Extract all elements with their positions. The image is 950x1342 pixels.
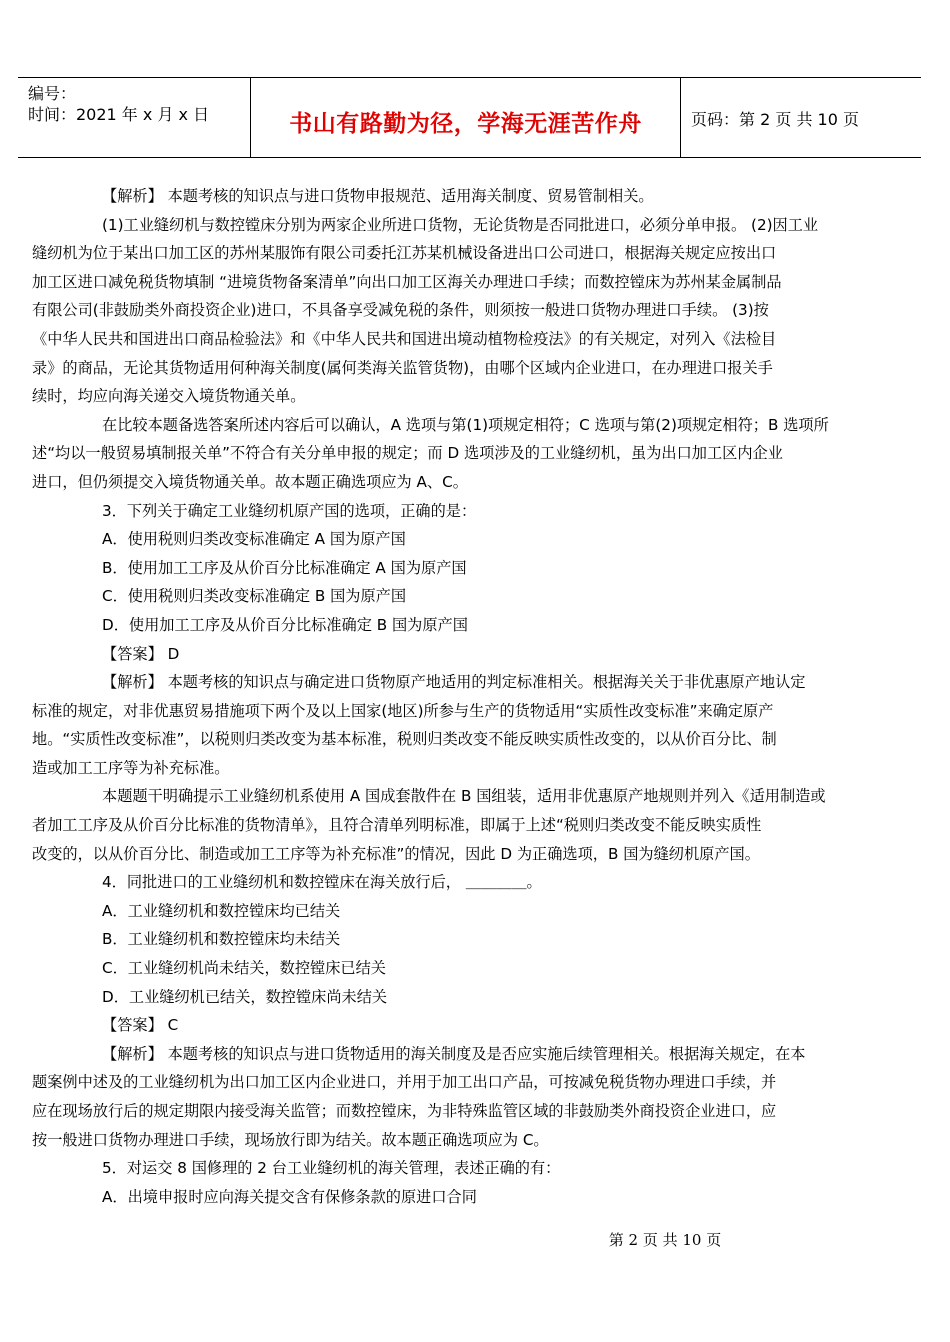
text-line: B．工业缝纫机和数控镗床均未结关: [102, 930, 341, 949]
text-line: (1)工业缝纫机与数控镗床分别为两家企业所进口货物，无论货物是否同批进口，必须分单申报。 (2)因工业: [102, 215, 819, 234]
text-line: 《中华人民共和国进出口商品检验法》和《中华人民共和国进出境动植物检疫法》的有关规定，对列入《法检目: [32, 329, 777, 348]
text-line: 3．下列关于确定工业缝纫机原产国的选项，正确的是：: [102, 501, 477, 520]
header-page-cell: [681, 78, 921, 157]
page-footer: 第 2 页 共 10 页: [608, 1231, 722, 1249]
text-line: D．使用加工工序及从价百分比标准确定 B 国为原产国: [102, 615, 468, 634]
text-line: 有限公司(非鼓励类外商投资企业)进口，不具备享受减免税的条件，则须按一般进口货物办理进口手续。 (3)按: [32, 301, 769, 320]
header-meta-cell: [18, 78, 251, 157]
text-line: 者加工工序及从价百分比标准的货物清单》，且符合清单列明标准，即属于上述“税则归类改变不能反映实质性: [32, 816, 762, 835]
text-line: 按一般进口货物办理进口手续，现场放行即为结关。故本题正确选项应为 C。: [32, 1130, 549, 1149]
text-line: 造或加工工序等为补充标准。: [32, 758, 230, 777]
text-line: 在比较本题备选答案所述内容后可以确认，A 选项与第(1)项规定相符；C 选项与第(2)项规定相符；B 选项所: [102, 415, 829, 434]
time-label: 时间：2021 年 x 月 x 日: [28, 105, 210, 124]
text-line: 述“均以一般贸易填制报关单”不符合有关分单申报的规定；而 D 选项涉及的工业缝纫机，虽为出口加工区内企业: [32, 444, 783, 463]
number-label: 编号：: [28, 84, 77, 103]
text-line: C．使用税则归类改变标准确定 B 国为原产国: [102, 587, 407, 606]
text-line: 4．同批进口的工业缝纫机和数控镗床在海关放行后， ＿＿＿＿。: [102, 873, 542, 892]
text-line: C．工业缝纫机尚未结关，数控镗床已结关: [102, 959, 386, 978]
text-line: B．使用加工工序及从价百分比标准确定 A 国为原产国: [102, 558, 467, 577]
text-line: A．出境申报时应向海关提交含有保修条款的原进口合同: [102, 1187, 477, 1206]
text-line: 【解析】 本题考核的知识点与进口货物申报规范、适用海关制度、贸易管制相关。: [102, 187, 654, 205]
text-line: 续时，均应向海关递交入境货物通关单。: [32, 387, 306, 406]
text-line: 缝纫机为位于某出口加工区的苏州某服饰有限公司委托江苏某机械设备进出口公司进口，根据海关规定应按出口: [32, 244, 777, 263]
text-line: 地。“实质性改变标准”，以税则归类改变为基本标准，税则归类改变不能反映实质性改变的，以从价百分比、制: [32, 730, 777, 749]
page-code: 页码：第 2 页 共 10 页: [691, 110, 859, 129]
text-line: 本题题干明确提示工业缝纫机系使用 A 国成套散件在 B 国组装，适用非优惠原产地规则并列入《适用制造或: [102, 787, 826, 806]
text-line: D．工业缝纫机已结关，数控镗床尚未结关: [102, 987, 388, 1006]
text-line: 【答案】 C: [102, 1016, 179, 1035]
text-line: 录》的商品，无论其货物适用何种海关制度(属何类海关监管货物)，由哪个区域内企业进口，在办理进口报关手: [32, 358, 773, 377]
text-line: 进口，但仍须提交入境货物通关单。故本题正确选项应为 A、C。: [32, 472, 468, 491]
text-line: 【解析】 本题考核的知识点与确定进口货物原产地适用的判定标准相关。根据海关关于非优惠原产地认定: [102, 673, 806, 692]
text-line: 【答案】 D: [102, 644, 180, 663]
text-line: 加工区进口减免税货物填制 “进境货物备案清单”向出口加工区海关办理进口手续；而数控镗床为苏州某金属制品: [32, 272, 782, 291]
text-line: A．使用税则归类改变标准确定 A 国为原产国: [102, 530, 406, 549]
document-body: [32, 182, 882, 1211]
text-line: A．工业缝纫机和数控镗床均已结关: [102, 901, 341, 920]
text-line: 改变的，以从价百分比、制造或加工工序等为补充标准”的情况，因此 D 为正确选项，B 国为缝纫机原产国。: [32, 844, 760, 863]
text-line: 标准的规定，对非优惠贸易措施项下两个及以上国家(地区)所参与生产的货物适用“实质性改变标准”来确定原产: [32, 701, 774, 720]
text-line: 应在现场放行后的规定期限内接受海关监管；而数控镗床，为非特殊监管区域的非鼓励类外商投资企业进口，应: [32, 1102, 777, 1120]
text-line: 【解析】 本题考核的知识点与进口货物适用的海关制度及是否应实施后续管理相关。根据海关规定，在本: [102, 1044, 806, 1063]
text-line: 5．对运交 8 国修理的 2 台工业缝纫机的海关管理，表述正确的有：: [102, 1159, 561, 1178]
header-motto-cell: [251, 78, 681, 157]
motto-text: 书山有路勤为径，学海无涯苦作舟: [289, 110, 642, 137]
text-line: 题案例中述及的工业缝纫机为出口加工区内企业进口，并用于加工出口产品，可按减免税货物办理进口手续，并: [32, 1073, 777, 1092]
page-header: [18, 77, 921, 158]
